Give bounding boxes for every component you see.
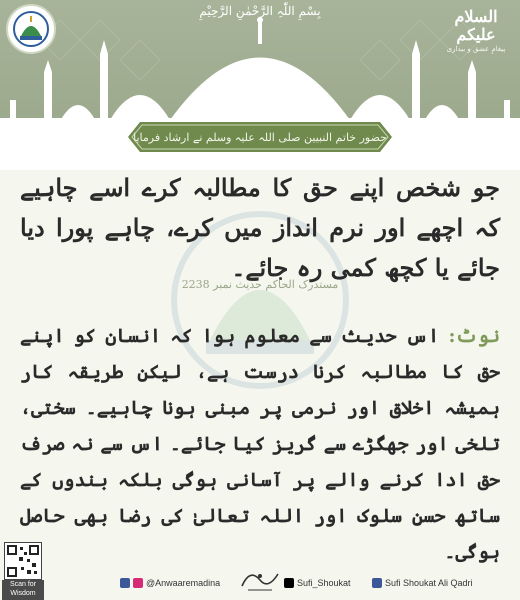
facebook-page-icon: [372, 578, 382, 588]
social-handle-2[interactable]: [284, 578, 351, 588]
qr-code-icon: [4, 542, 42, 580]
hadith-text: جو شخص اپنے حق کا مطالبہ کرے اسے چاہیے کہ اچھے اور نرم انداز میں کرے، چاہے پورا دیا جائے یا کچھ کمی رہ جائے۔: [20, 173, 500, 282]
hadith-reference: مستدرک الحاکم حدیث نمبر 2238: [181, 278, 339, 291]
handle-sufi-shoukat-ali-qadri: Sufi Shoukat Ali Qadri: [385, 578, 473, 588]
bismillah-text: بِسْمِ اللّٰہِ الرَّحْمٰنِ الرَّحِیْمِ: [199, 4, 321, 18]
note-label: نوٹ:: [448, 325, 500, 347]
dome-logo-icon: [6, 4, 56, 54]
scan-label: Scan for Wisdom: [2, 580, 44, 600]
social-handle-1[interactable]: [120, 578, 220, 588]
signature-emblem-icon: [238, 566, 282, 594]
salam-badge: [440, 8, 512, 54]
salam-line2: علیکم: [456, 25, 496, 44]
social-handle-3[interactable]: [372, 578, 473, 588]
instagram-icon: [133, 578, 143, 588]
note-text: اس حدیث سے معلوم ہوا کہ انسان کو اپنے حق کا مطالبہ کرنا درست ہے، لیکن طریقہ کار ہمیشہ اخلاق اور نرمی پر مبنی ہونا چاہیے۔ سختی، تلخی اور جھگڑے سے گریز کیا جائے۔ اس سے نہ صرف حق ادا کرنے والے پر آسانی ہوگی بلکہ بندوں کے ساتھ حسنِ سلوک اور اللہ تعالیٰ کی رضا بھی حاصل ہوگی۔: [20, 325, 500, 563]
x-icon: [284, 578, 294, 588]
facebook-icon: [120, 578, 130, 588]
salam-tagline: پیغامِ عشق و بیداری: [446, 45, 506, 53]
handle-sufi-shoukat: Sufi_Shoukat: [297, 578, 351, 588]
note-paragraph: [20, 318, 500, 570]
handle-anwaaremadina: @Anwaaremadina: [146, 578, 221, 588]
ribbon-text: حضور خاتم النبیین صلی اللہ علیہ وسلم نے ارشاد فرمایا: [133, 130, 387, 144]
salam-line1: السلام: [454, 7, 498, 26]
